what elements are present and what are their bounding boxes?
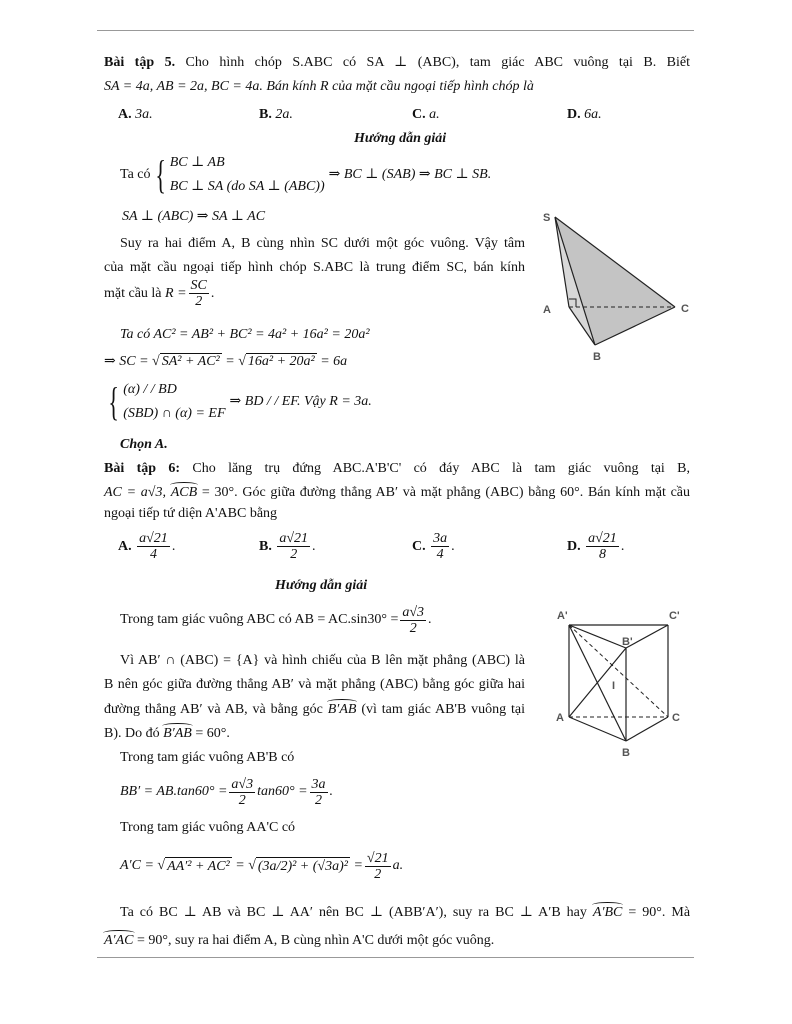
ex5-system: Ta có { BC ⊥ AB BC ⊥ SA (do SA ⊥ (ABC)) ⇒ BC ⊥ (SAB) ⇒ BC ⊥ SB. bbox=[120, 152, 492, 197]
ex6-options bbox=[118, 531, 638, 569]
ex6-s8: Trong tam giác vuông AA'C có bbox=[120, 820, 296, 835]
fig-label-c: C bbox=[681, 303, 689, 315]
ex6-s5: B). Do đó B′AB = 60°. bbox=[104, 726, 230, 741]
ex5-eq3: { (α) / / BD (SBD) ∩ (α) = EF ⇒ BD / / EF. Vậy R = 3a. bbox=[108, 379, 372, 424]
ex6-s11: A′AC = 90°, suy ra hai điểm A, B cùng nhìn A'C dưới một góc vuông. bbox=[104, 933, 495, 948]
ex6-s3: B nên góc giữa đường thẳng AB′ và mặt phẳng (ABC) bằng góc giữa hai bbox=[104, 677, 525, 692]
ex6-s1: Trong tam giác vuông ABC có AB = AC.sin30° = $\frac{a√3}{2}$ . bbox=[120, 604, 432, 636]
fig-label-b1: B' bbox=[622, 636, 633, 648]
fig-label-a1: A' bbox=[557, 610, 568, 622]
fig-label-c: C bbox=[672, 712, 680, 724]
ex6-question-line2: AC = a√3, ACB = 30°. Góc giữa đường thẳng AB′ và mặt phẳng (ABC) bằng 60°. Bán kính mặt cầu bbox=[104, 485, 691, 500]
ex5-heading: Hướng dẫn giải bbox=[354, 131, 447, 146]
bottom-rule bbox=[97, 957, 694, 958]
ex5-option-a: A. 3a. bbox=[118, 107, 153, 122]
ex6-question-line3: ngoại tiếp tứ diện A'ABC bằng bbox=[104, 506, 278, 521]
ex5-question-line1: Bài tập 5. Cho hình chóp S.ABC có SA ⊥ (ABC), tam giác ABC vuông tại B. Biết bbox=[104, 55, 690, 70]
ex6-option-d: D. $\frac{a√21}{8}$ . bbox=[567, 531, 625, 562]
ex5-line3: SA ⊥ (ABC) ⇒ SA ⊥ AC bbox=[122, 209, 266, 224]
ex5-choice: Chọn A. bbox=[120, 437, 168, 452]
ex6-option-b: B. $\frac{a√21}{2}$ . bbox=[259, 531, 316, 562]
pyramid-figure bbox=[525, 205, 705, 365]
ex6-heading: Hướng dẫn giải bbox=[275, 578, 368, 593]
fig-label-a: A bbox=[556, 712, 564, 724]
brace-icon: { bbox=[154, 152, 166, 197]
ex5-question-line2: SA = 4a, AB = 2a, BC = 4a. Bán kính R của mặt cầu ngoại tiếp hình chóp là bbox=[104, 79, 534, 94]
fig-label-i: I bbox=[612, 680, 616, 692]
ex5-eq1: Ta có AC² = AB² + BC² = 4a² + 16a² = 20a² bbox=[120, 327, 370, 342]
ex5-option-c: C. a. bbox=[412, 107, 440, 122]
ex6-s10: Ta có BC ⊥ AB và BC ⊥ AA′ nên BC ⊥ (ABB′A′), suy ra BC ⊥ A′B hay A′BC = 90°. Mà bbox=[120, 905, 691, 920]
ex5-option-d: D. 6a. bbox=[567, 107, 602, 122]
prism-figure bbox=[553, 603, 693, 763]
ex6-s2: Vì AB′ ∩ (ABC) = {A} và hình chiếu của B lên mặt phẳng (ABC) là bbox=[120, 653, 525, 668]
ex5-para3: mặt cầu là R = $\frac{SC}{2}$ . bbox=[104, 278, 215, 309]
fig-label-s: S bbox=[543, 212, 551, 224]
ex5-para1: Suy ra hai điểm A, B cùng nhìn SC dưới một góc vuông. Vậy tâm bbox=[120, 236, 525, 251]
ex6-option-a: A. $\frac{a√21}{4}$ . bbox=[118, 531, 176, 562]
fig-label-b: B bbox=[622, 747, 630, 759]
ex6-question-line1: Bài tập 6: Cho lăng trụ đứng ABC.A'B'C' có đáy ABC là tam giác vuông tại B, bbox=[104, 461, 691, 476]
fig-label-b: B bbox=[593, 351, 601, 363]
fig-label-c1: C' bbox=[669, 610, 680, 622]
ex6-s9: A′C = √ AA′² + AC² = √ (3a/2)² + (√3a)² = $\frac{√21}{2}$ a. bbox=[120, 850, 404, 882]
ex6-option-c: C. $\frac{3a}{4}$ . bbox=[412, 531, 455, 562]
brace-icon: { bbox=[108, 379, 119, 424]
fig-label-a: A bbox=[543, 304, 551, 316]
ex5-eq2: ⇒ SC = √ SA² + AC² = √ 16a² + 20a² = 6a bbox=[104, 354, 348, 369]
ex5-para2: của mặt cầu ngoại tiếp hình chóp S.ABC là trung điểm SC, bán kính bbox=[104, 260, 525, 275]
top-rule bbox=[97, 30, 694, 31]
ex5-option-b: B. 2a. bbox=[259, 107, 293, 122]
ex6-s4: đường thẳng AB′ và AB, và bằng góc B′AB (vì tam giác AB'B vuông tại bbox=[104, 702, 525, 717]
ex6-s6: Trong tam giác vuông AB'B có bbox=[120, 750, 295, 765]
ex6-s7: BB′ = AB.tan60° = $\frac{a√3}{2}$ tan60° = $\frac{3a}{2}$ . bbox=[120, 776, 334, 808]
